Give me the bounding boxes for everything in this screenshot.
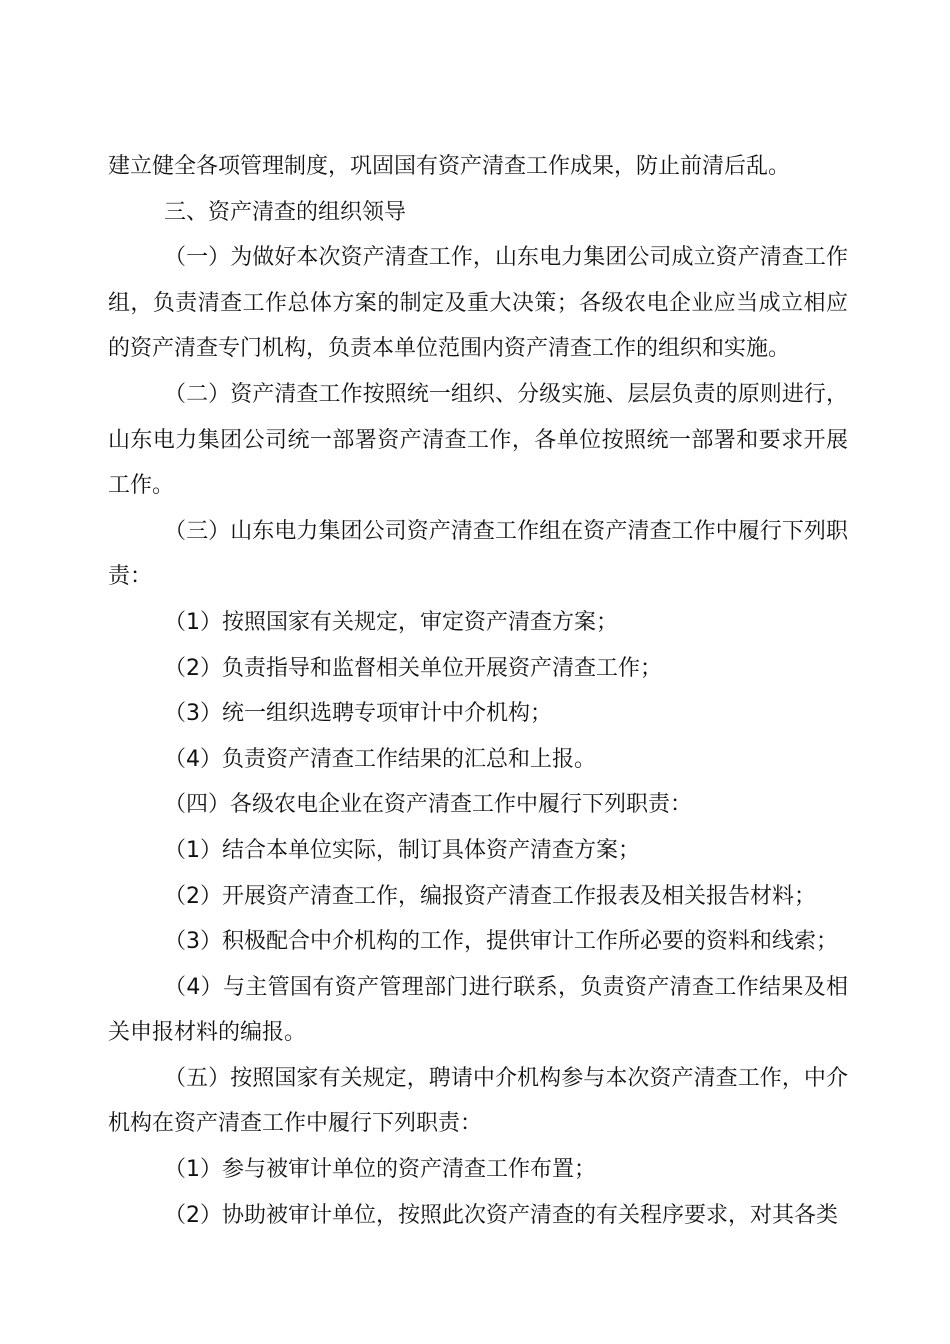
list-item: （1）参与被审计单位的资产清查工作布置；: [164, 1157, 596, 1183]
paragraph: （二）资产清查工作按照统一组织、分级实施、层层负责的原则进行，山东电力集团公司统一部署资产清查工作，各单位按照统一部署和要求开展工作。: [108, 381, 848, 499]
list-item: （1）按照国家有关规定，审定资产清查方案；: [164, 609, 618, 635]
paragraph: （三）山东电力集团公司资产清查工作组在资产清查工作中履行下列职责：: [108, 518, 848, 590]
list-item: （3）积极配合中介机构的工作，提供审计工作所必要的资料和线索；: [164, 929, 838, 955]
document-body: [108, 144, 848, 1238]
list-item: （4）负责资产清查工作结果的汇总和上报。: [164, 746, 596, 772]
paragraph: （一）为做好本次资产清查工作，山东电力集团公司成立资产清查工作组，负责清查工作总体方案的制定及重大决策；各级农电企业应当成立相应的资产清查专门机构，负责本单位范围内资产清查工作的组织和实施。: [108, 245, 848, 362]
paragraph: 建立健全各项管理制度，巩固国有资产清查工作成果，防止前清后乱。: [108, 154, 791, 179]
list-item: （2）负责指导和监督相关单位开展资产清查工作；: [164, 655, 662, 681]
paragraph: （五）按照国家有关规定，聘请中介机构参与本次资产清查工作，中介机构在资产清查工作中履行下列职责：: [108, 1065, 848, 1137]
list-item: （4）与主管国有资产管理部门进行联系，负责资产清查工作结果及相关申报材料的编报。: [108, 974, 848, 1046]
section-heading: 三、资产清查的组织领导: [164, 199, 407, 225]
list-item: （3）统一组织选聘专项审计中介机构；: [164, 701, 552, 727]
paragraph: （四）各级农电企业在资产清查工作中履行下列职责：: [164, 792, 693, 818]
list-item: （2）开展资产清查工作，编报资产清查工作报表及相关报告材料；: [164, 883, 816, 909]
list-item: （2）协助被审计单位，按照此次资产清查的有关程序要求，对其各类: [164, 1202, 838, 1228]
list-item: （1）结合本单位实际，制订具体资产清查方案；: [164, 837, 640, 863]
